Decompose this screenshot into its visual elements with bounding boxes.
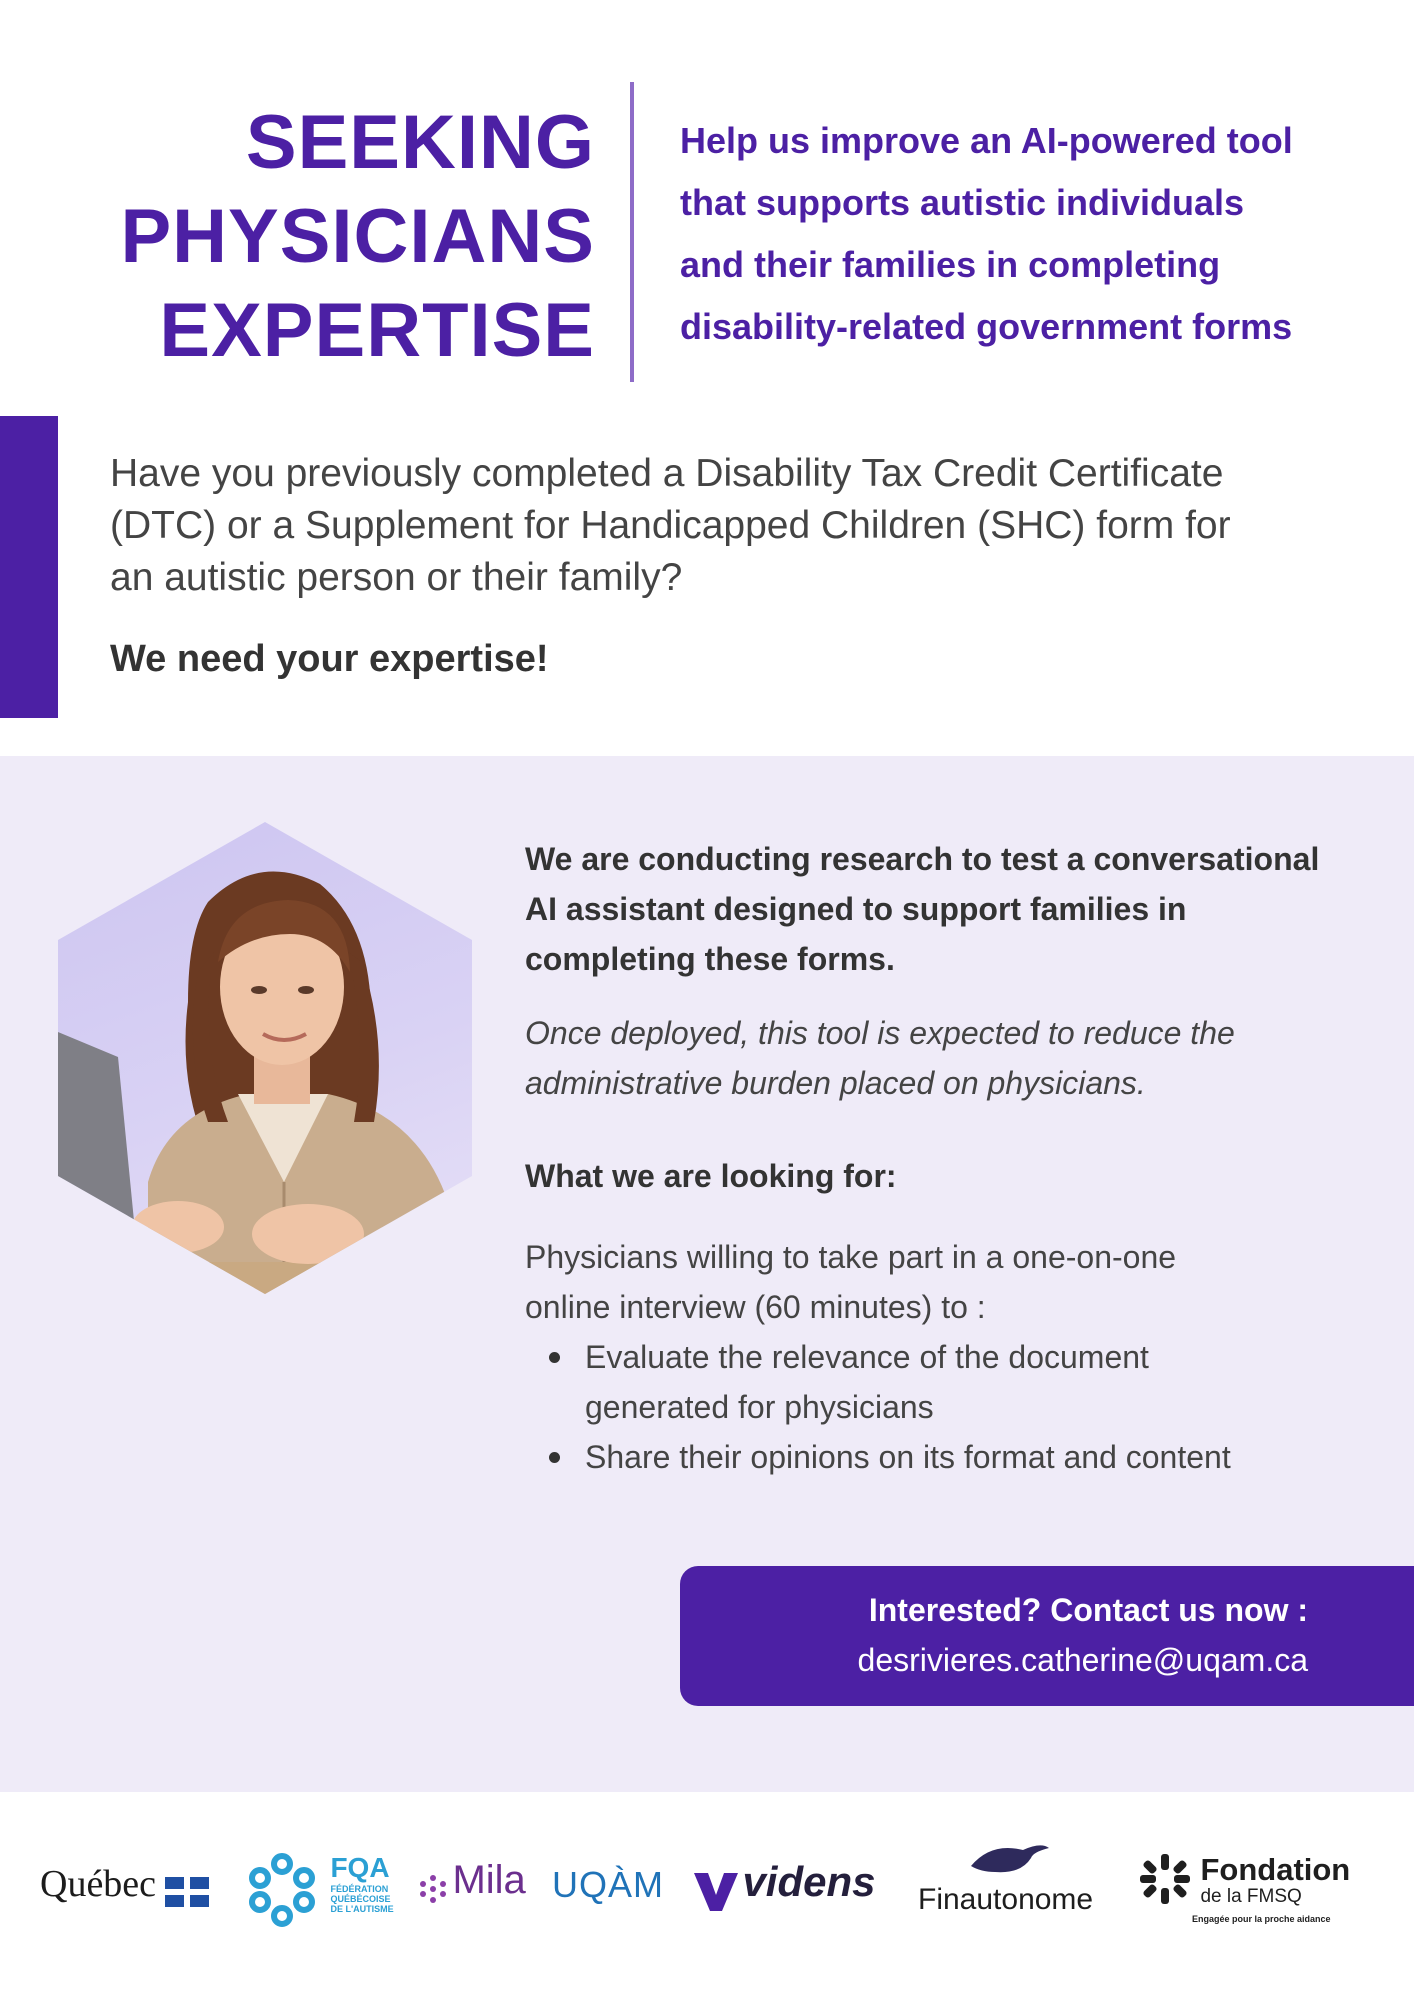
finautonome-logo: [918, 1836, 1093, 1917]
research-intro: [525, 834, 1365, 984]
mila-dots-icon: [418, 1874, 448, 1904]
fmsq-tagline: Engagée pour la proche aidance: [1192, 1914, 1331, 1924]
videns-wordmark: videns: [742, 1858, 876, 1905]
benefit-line: administrative burden placed on physicians.: [525, 1065, 1146, 1101]
uqam-wordmark: UQÀM: [552, 1864, 664, 1905]
quebec-wordmark: Québec: [40, 1863, 157, 1905]
intro-accent-bar: [0, 416, 58, 718]
subtitle-line: Help us improve an AI-powered tool: [680, 120, 1293, 161]
intro-cta: We need your expertise!: [110, 638, 549, 680]
finautonome-wordmark: Finautonome: [918, 1883, 1094, 1916]
quebec-logo: [40, 1862, 209, 1907]
intro-question: [110, 448, 1310, 604]
fmsq-subline: de la FMSQ: [1200, 1886, 1302, 1907]
list-item: [525, 1432, 1325, 1482]
fqa-logo: [244, 1852, 394, 1928]
bullet-icon: [549, 1352, 560, 1363]
contact-box: [680, 1566, 1414, 1706]
partner-logos: [0, 1800, 1414, 2000]
question-line: (DTC) or a Supplement for Handicapped Children (SHC) form for: [110, 504, 1231, 547]
uqam-logo: [552, 1864, 664, 1906]
title-line: EXPERTISE: [159, 288, 595, 373]
research-line: We are conducting research to test a conversational: [525, 841, 1320, 877]
list-item-line: generated for physicians: [585, 1389, 934, 1425]
fqa-ring-icon: [244, 1852, 320, 1928]
subtitle-line: disability-related government forms: [680, 306, 1293, 347]
fqa-wordmark: FQA: [330, 1852, 390, 1883]
title-line: PHYSICIANS: [120, 194, 595, 279]
tasks-list: [525, 1332, 1325, 1482]
fleurdelise-icon: [165, 1877, 209, 1907]
fmsq-logo: [1140, 1854, 1350, 1924]
fmsq-star-icon: [1140, 1854, 1190, 1904]
subtitle-line: and their families in completing: [680, 244, 1221, 285]
videns-v-icon: [694, 1873, 738, 1911]
looking-intro-line: Physicians willing to take part in a one-on-one: [525, 1239, 1177, 1275]
mila-wordmark: Mila: [452, 1858, 526, 1902]
research-line: AI assistant designed to support families in: [525, 891, 1187, 927]
bird-icon: [961, 1836, 1051, 1878]
looking-intro-line: online interview (60 minutes) to :: [525, 1289, 986, 1325]
page-subtitle: [680, 110, 1380, 358]
header-divider: [630, 82, 634, 382]
benefit-line: Once deployed, this tool is expected to reduce the: [525, 1015, 1235, 1051]
list-item: [525, 1332, 1325, 1432]
fqa-subline: QUÉBÉCOISE: [330, 1894, 391, 1904]
fmsq-wordmark: Fondation: [1200, 1852, 1351, 1887]
question-line: Have you previously completed a Disability Tax Credit Certificate: [110, 452, 1224, 495]
question-line: an autistic person or their family?: [110, 556, 683, 599]
subtitle-line: that supports autistic individuals: [680, 182, 1245, 223]
contact-email-link[interactable]: desrivieres.catherine@uqam.ca: [857, 1642, 1308, 1678]
contact-title: Interested? Contact us now :: [868, 1592, 1308, 1628]
research-line: completing these forms.: [525, 941, 895, 977]
mila-logo: [418, 1858, 526, 1904]
fqa-subline: DE L'AUTISME: [330, 1904, 394, 1914]
research-benefit: [525, 1008, 1365, 1108]
looking-for-heading: What we are looking for:: [525, 1158, 897, 1194]
list-item-line: Evaluate the relevance of the document: [585, 1339, 1149, 1375]
list-item-line: Share their opinions on its format and content: [585, 1439, 1231, 1475]
title-line: SEEKING: [245, 100, 595, 185]
fqa-subline: FÉDÉRATION: [330, 1884, 389, 1894]
page-title: [0, 96, 595, 378]
research-description: [525, 834, 1365, 1108]
videns-logo: [694, 1858, 876, 1911]
bullet-icon: [549, 1452, 560, 1463]
looking-for-intro: [525, 1232, 1176, 1332]
